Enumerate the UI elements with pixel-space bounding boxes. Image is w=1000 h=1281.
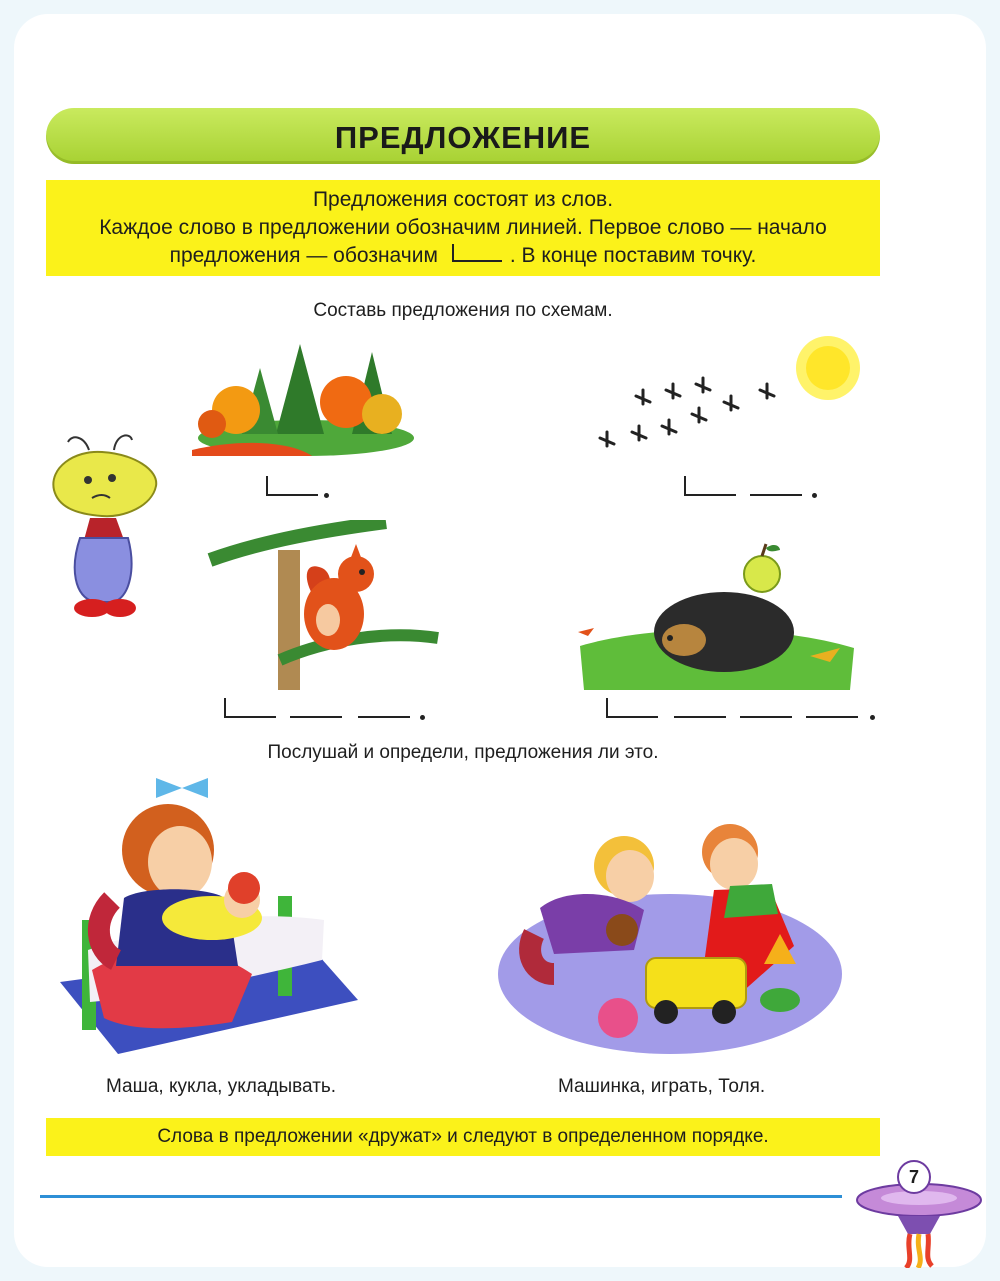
scheme-word bbox=[290, 716, 342, 718]
scheme-period bbox=[812, 493, 817, 498]
scheme-period bbox=[420, 715, 425, 720]
title-bar bbox=[46, 108, 880, 164]
footer-rule bbox=[40, 1195, 842, 1198]
scheme-squirrel bbox=[224, 698, 434, 718]
hedgehog-illustration bbox=[574, 540, 860, 690]
rule-line-3-start: предложения — обозначим bbox=[169, 244, 438, 267]
bottom-rule-box bbox=[46, 1118, 880, 1156]
scheme-first-word bbox=[684, 476, 736, 496]
scheme-first-word bbox=[606, 698, 658, 718]
forest-illustration bbox=[182, 338, 422, 464]
task-instruction-listen: Послушай и определи, предложения ли это. bbox=[267, 742, 659, 763]
task-instruction-schemes: Составь предложения по схемам. bbox=[313, 300, 613, 321]
scheme-word bbox=[674, 716, 726, 718]
caption-boys-car: Машинка, играть, Толя. bbox=[558, 1076, 766, 1097]
page-title: ПРЕДЛОЖЕНИЕ bbox=[334, 120, 592, 155]
scheme-first-word bbox=[266, 476, 318, 496]
scheme-forest bbox=[266, 476, 336, 496]
boys-with-car-illustration bbox=[494, 814, 844, 1060]
page-number: 7 bbox=[897, 1160, 931, 1194]
girl-with-doll-illustration bbox=[52, 770, 362, 1056]
rule-line-3 bbox=[46, 242, 880, 270]
scheme-word bbox=[750, 494, 802, 496]
scheme-word bbox=[740, 716, 792, 718]
bottom-rule-text: Слова в предложении «дружат» и следуют в определенном порядке. bbox=[157, 1126, 769, 1147]
scheme-word bbox=[806, 716, 858, 718]
squirrel-illustration bbox=[206, 520, 442, 690]
rule-line-3-end: . В конце поставим точку. bbox=[509, 244, 757, 267]
scheme-word bbox=[358, 716, 410, 718]
rule-box bbox=[46, 180, 880, 276]
scheme-birds bbox=[684, 476, 824, 496]
scheme-period bbox=[324, 493, 329, 498]
scheme-hedgehog bbox=[606, 698, 880, 718]
birds-and-sun-illustration bbox=[592, 332, 888, 468]
rule-line-1: Предложения состоят из слов. bbox=[312, 188, 614, 211]
sentence-start-mark bbox=[452, 244, 502, 262]
caption-girl-doll: Маша, кукла, укладывать. bbox=[106, 1076, 337, 1097]
scheme-first-word bbox=[224, 698, 276, 718]
rule-line-2: Каждое слово в предложении обозначим линией. Первое слово — начало bbox=[99, 216, 827, 239]
scheme-period bbox=[870, 715, 875, 720]
alien-character-illustration bbox=[44, 428, 164, 628]
